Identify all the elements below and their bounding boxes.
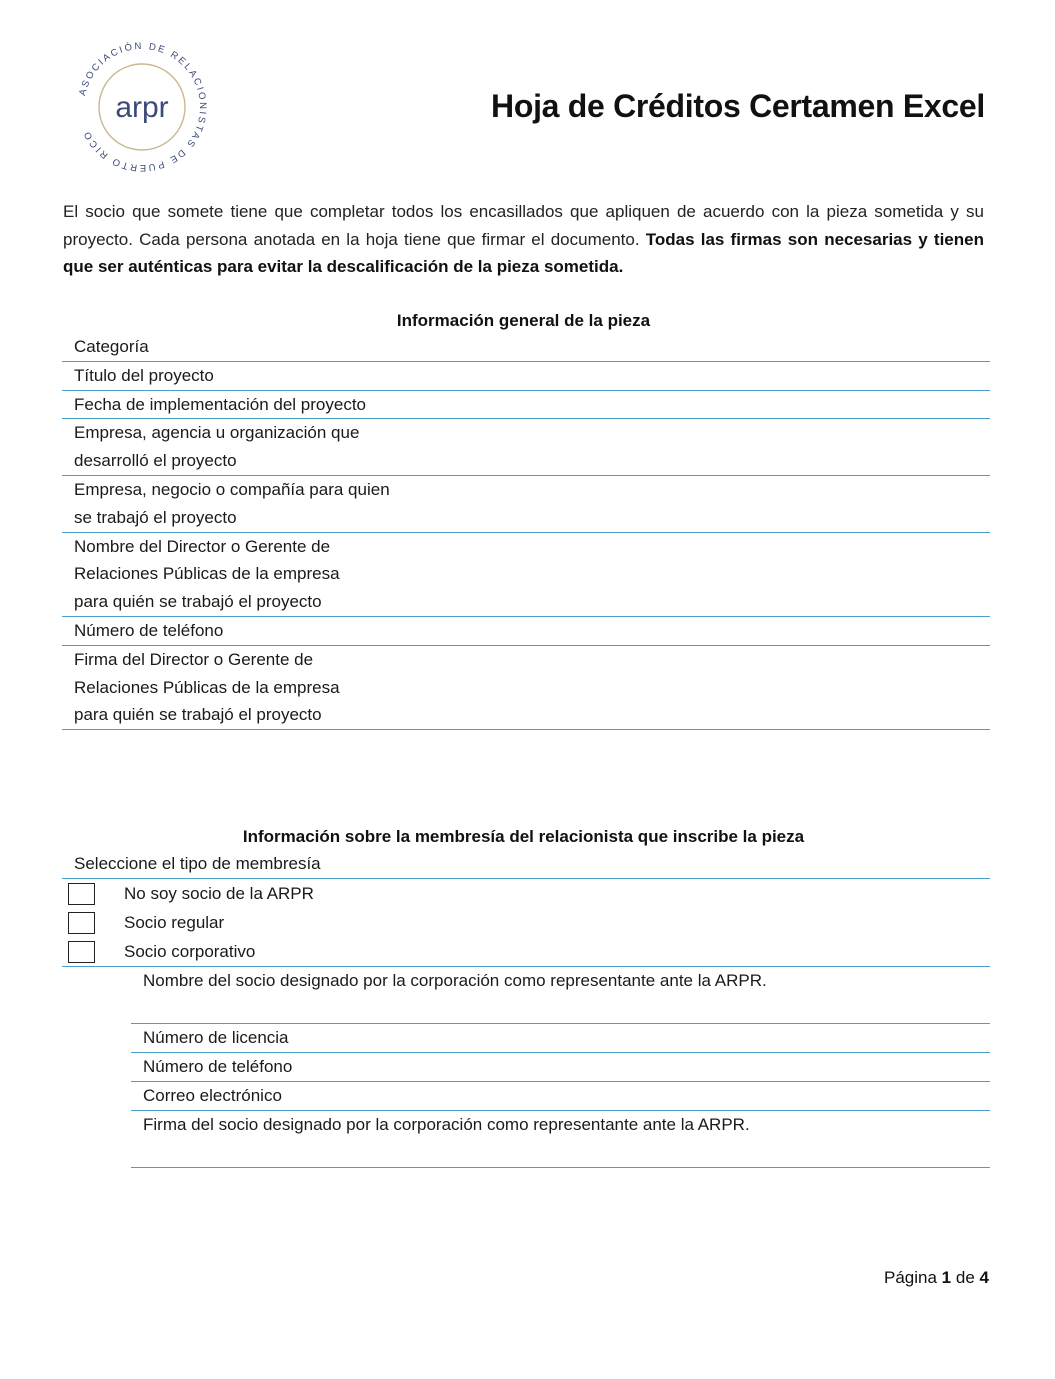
total-pages: 4 <box>979 1268 989 1287</box>
field-category[interactable] <box>62 333 990 362</box>
intro-text: El socio que somete tiene que completar todos los encasillados que apliquen de acuerdo con la pieza sometida y su proyecto. Cada persona anotada en la hoja tiene que firmar el documento. <box>63 202 984 249</box>
field-label: Firma del Director o Gerente de Relaciones Públicas de la empresa para quién se trabajó el proyecto <box>74 649 340 725</box>
intro-bold-text: Todas las firmas son necesarias y tienen que ser auténticas para evitar la descalificación de la pieza sometida. <box>63 229 984 276</box>
field-label: Nombre del Director o Gerente de Relaciones Públicas de la empresa para quién se trabajó el proyecto <box>74 536 340 612</box>
membership-select-row <box>62 850 990 879</box>
field-corporate-rep-name[interactable] <box>131 967 990 1024</box>
logo-ring-text: ASOCIACIÓN DE RELACIONISTAS DE PUERTO RICO <box>77 40 209 174</box>
intro-paragraph <box>63 198 984 281</box>
field-label: Número de teléfono <box>143 1057 293 1076</box>
document-title: Hoja de Créditos Certamen Excel <box>491 88 985 124</box>
checkbox-regular-member[interactable] <box>68 912 95 934</box>
field-implementation-date[interactable] <box>62 391 990 420</box>
field-label: Fecha de implementación del proyecto <box>74 394 366 414</box>
field-label: Número de teléfono <box>74 620 224 640</box>
option-label: Socio regular <box>124 912 225 932</box>
field-project-title[interactable] <box>62 362 990 391</box>
option-label: No soy socio de la ARPR <box>124 883 314 903</box>
current-page: 1 <box>941 1268 952 1287</box>
corporate-member-table <box>131 967 990 1168</box>
option-no-member[interactable] <box>68 880 314 907</box>
membership-select-label: Seleccione el tipo de membresía <box>74 854 321 873</box>
field-phone-number[interactable] <box>62 617 990 646</box>
field-label: Empresa, agencia u organización que desarrolló el proyecto <box>74 423 360 471</box>
logo-wordmark: arpr <box>115 91 169 124</box>
field-label: Empresa, negocio o compañía para quien se trabajó el proyecto <box>74 479 390 527</box>
general-info-table <box>62 333 990 730</box>
field-label: Correo electrónico <box>143 1086 282 1105</box>
field-pr-director-name[interactable] <box>62 533 990 617</box>
option-corporate-member[interactable] <box>68 938 255 965</box>
field-pr-director-signature[interactable] <box>62 646 990 730</box>
field-label: Categoría <box>74 337 149 356</box>
checkbox-corporate-member[interactable] <box>68 941 95 963</box>
field-client-company[interactable] <box>62 476 990 533</box>
membership-section-heading: Información sobre la membresía del relacionista que inscribe la pieza <box>242 827 805 846</box>
field-license-number[interactable] <box>131 1024 990 1053</box>
field-email[interactable] <box>131 1082 990 1111</box>
field-label: Firma del socio designado por la corporación como representante ante la ARPR. <box>143 1115 750 1134</box>
page-number <box>884 1268 989 1288</box>
option-regular-member[interactable] <box>68 909 224 936</box>
general-section-heading: Información general de la pieza <box>396 311 651 330</box>
field-corporate-phone[interactable] <box>131 1053 990 1082</box>
field-developer-company[interactable] <box>62 419 990 476</box>
membership-select-label-row <box>62 850 990 879</box>
option-label: Socio corporativo <box>124 941 256 961</box>
field-label: Número de licencia <box>143 1028 289 1047</box>
field-label: Nombre del socio designado por la corporación como representante ante la ARPR. <box>143 971 767 990</box>
of-word: de <box>955 1268 975 1287</box>
page-word: Página <box>884 1268 937 1287</box>
field-label: Título del proyecto <box>74 365 214 385</box>
checkbox-no-member[interactable] <box>68 883 95 905</box>
arpr-logo <box>62 27 222 187</box>
field-corporate-rep-signature[interactable] <box>131 1111 990 1168</box>
